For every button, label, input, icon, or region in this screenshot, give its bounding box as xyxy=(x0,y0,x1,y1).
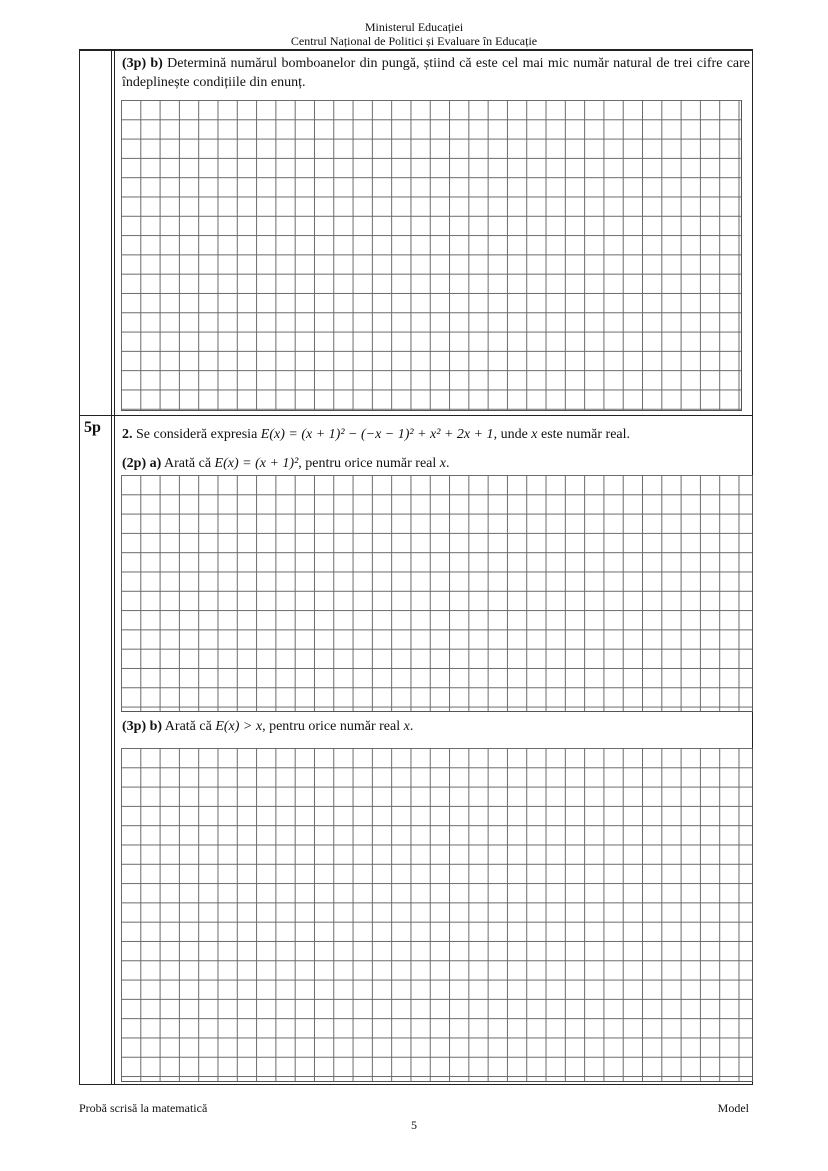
variable-x: x xyxy=(531,427,538,442)
expression-E: E(x) = (x + 1)² − (−x − 1)² + x² + 2x + 1 xyxy=(260,427,494,442)
ministry-name: Ministerul Educației xyxy=(364,20,464,34)
item-2-points: 5p xyxy=(84,419,101,436)
question-2b-lead: Arată că xyxy=(164,719,212,734)
question-2-intro: Se consideră expresia xyxy=(136,427,258,442)
question-2-tail: este număr real. xyxy=(541,427,631,442)
question-2a-end: . xyxy=(446,456,450,471)
question-2b-points: (3p) b) xyxy=(122,719,163,734)
question-2a-tail: , pentru orice număr real xyxy=(298,456,437,471)
center-name: Centrul Național de Politici și Evaluare în Educație xyxy=(290,34,538,48)
footer-model-label: Model xyxy=(717,1101,749,1115)
page-number: 5 xyxy=(411,1118,417,1132)
question-2b-expression: E(x) > x xyxy=(215,719,263,734)
question-2a-lead: Arată că xyxy=(164,456,212,471)
table-top-border xyxy=(79,49,753,51)
points-column-divider xyxy=(111,49,115,1085)
question-2 xyxy=(122,425,750,444)
footer-exam-name: Probă scrisă la matematică xyxy=(79,1101,208,1115)
question-2a-expression: E(x) = (x + 1)² xyxy=(214,456,299,471)
question-2b-variable: x xyxy=(403,719,410,734)
document-header xyxy=(0,20,828,48)
question-2b xyxy=(122,717,750,736)
question-2a-variable: x xyxy=(439,456,446,471)
answer-grid-1b[interactable] xyxy=(121,100,742,411)
question-1b xyxy=(122,54,750,92)
question-2a xyxy=(122,454,750,473)
row-divider xyxy=(79,415,753,416)
answer-grid-2b[interactable] xyxy=(121,748,753,1082)
question-2-after: , unde xyxy=(493,427,528,442)
question-2a-points: (2p) a) xyxy=(122,456,162,471)
question-1b-text: Determină numărul bomboanelor din pungă, știind că este cel mai mic număr natural de trei cifre care îndeplinește condițiile din enunț. xyxy=(122,56,751,90)
question-1b-points: (3p) b) xyxy=(122,56,163,71)
question-2b-end: . xyxy=(409,719,414,734)
question-2b-tail: , pentru orice număr real xyxy=(262,719,401,734)
answer-grid-2a[interactable] xyxy=(121,475,753,712)
question-2-number: 2. xyxy=(122,427,133,442)
